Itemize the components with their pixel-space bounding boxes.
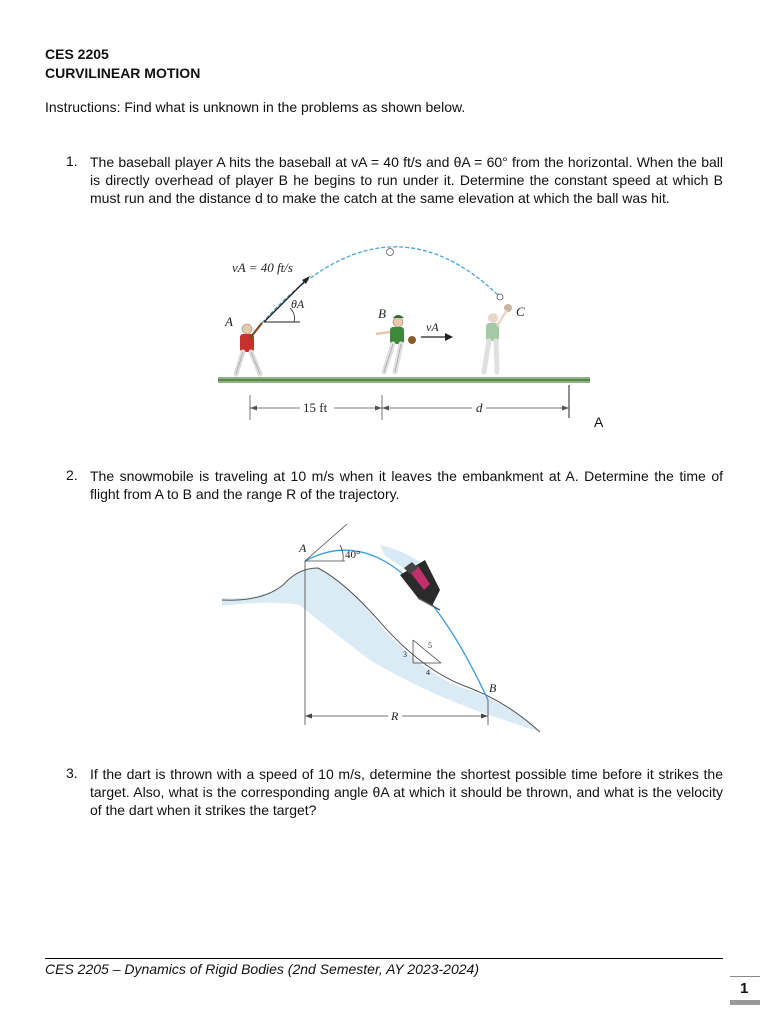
snow-shading — [222, 568, 540, 732]
player-c-label: C — [516, 304, 525, 319]
snowmobile-figure — [400, 560, 440, 610]
range-label: R — [391, 709, 399, 723]
page-title: CURVILINEAR MOTION — [45, 65, 201, 81]
player-b-figure — [376, 315, 416, 372]
distance-2-label: d — [476, 400, 483, 415]
slope-run-label: 4 — [426, 668, 430, 677]
ball-catch — [497, 294, 503, 300]
problem-1-text: The baseball player A hits the baseball at vA = 40 ft/s and θA = 60° from the horizontal. When the ball is directly overhead of player B he begins to run under it. Determine the constant speed at which B must run and the distance d to make the catch at the same elevation at which the ball was hit. — [90, 154, 723, 206]
figure-2-snowmobile — [222, 524, 540, 732]
player-b-label: B — [378, 306, 386, 321]
point-a-label: A — [299, 541, 307, 555]
page-number-bar — [730, 1000, 760, 1005]
problem-3-text: If the dart is thrown with a speed of 10 m/s, determine the shortest possible time before it strikes the target. Also, what is the corresponding angle θA at which it should be thrown, and what is the velocity of the dart when it strikes the target? — [90, 766, 723, 818]
problem-3-number: 3. — [66, 765, 78, 781]
ball-apex — [387, 249, 394, 256]
launch-angle-label: 40° — [345, 549, 361, 561]
run-velocity-label: vA — [426, 320, 439, 334]
page-number-bar-top — [730, 976, 760, 977]
velocity-label: vA = 40 ft/s — [232, 260, 293, 275]
footer-divider — [45, 958, 723, 959]
point-b-label: B — [489, 681, 497, 695]
instructions-text: Instructions: Find what is unknown in the problems as shown below. — [45, 99, 466, 115]
launch-direction — [305, 524, 347, 561]
distance-1-label: 15 ft — [303, 400, 328, 415]
player-a-figure — [236, 323, 262, 374]
player-a-label: A — [225, 314, 233, 329]
problem-1-number: 1. — [66, 153, 78, 169]
player-c-figure — [484, 304, 512, 372]
figure-1-corner-letter: A — [594, 414, 604, 430]
slope-rise-label: 3 — [403, 650, 407, 659]
course-code: CES 2205 — [45, 46, 109, 62]
footer-text: CES 2205 – Dynamics of Rigid Bodies (2nd Semester, AY 2023-2024) — [45, 961, 479, 977]
page-number: 1 — [740, 980, 749, 997]
figure-1-baseball — [218, 247, 604, 430]
problem-2-text: The snowmobile is traveling at 10 m/s when it leaves the embankment at A. Determine the time of flight from A to B and the range R of the trajectory. — [90, 468, 723, 502]
slope-hyp-label: 5 — [428, 641, 432, 650]
problem-2-number: 2. — [66, 467, 78, 483]
angle-label: θA — [291, 297, 305, 311]
